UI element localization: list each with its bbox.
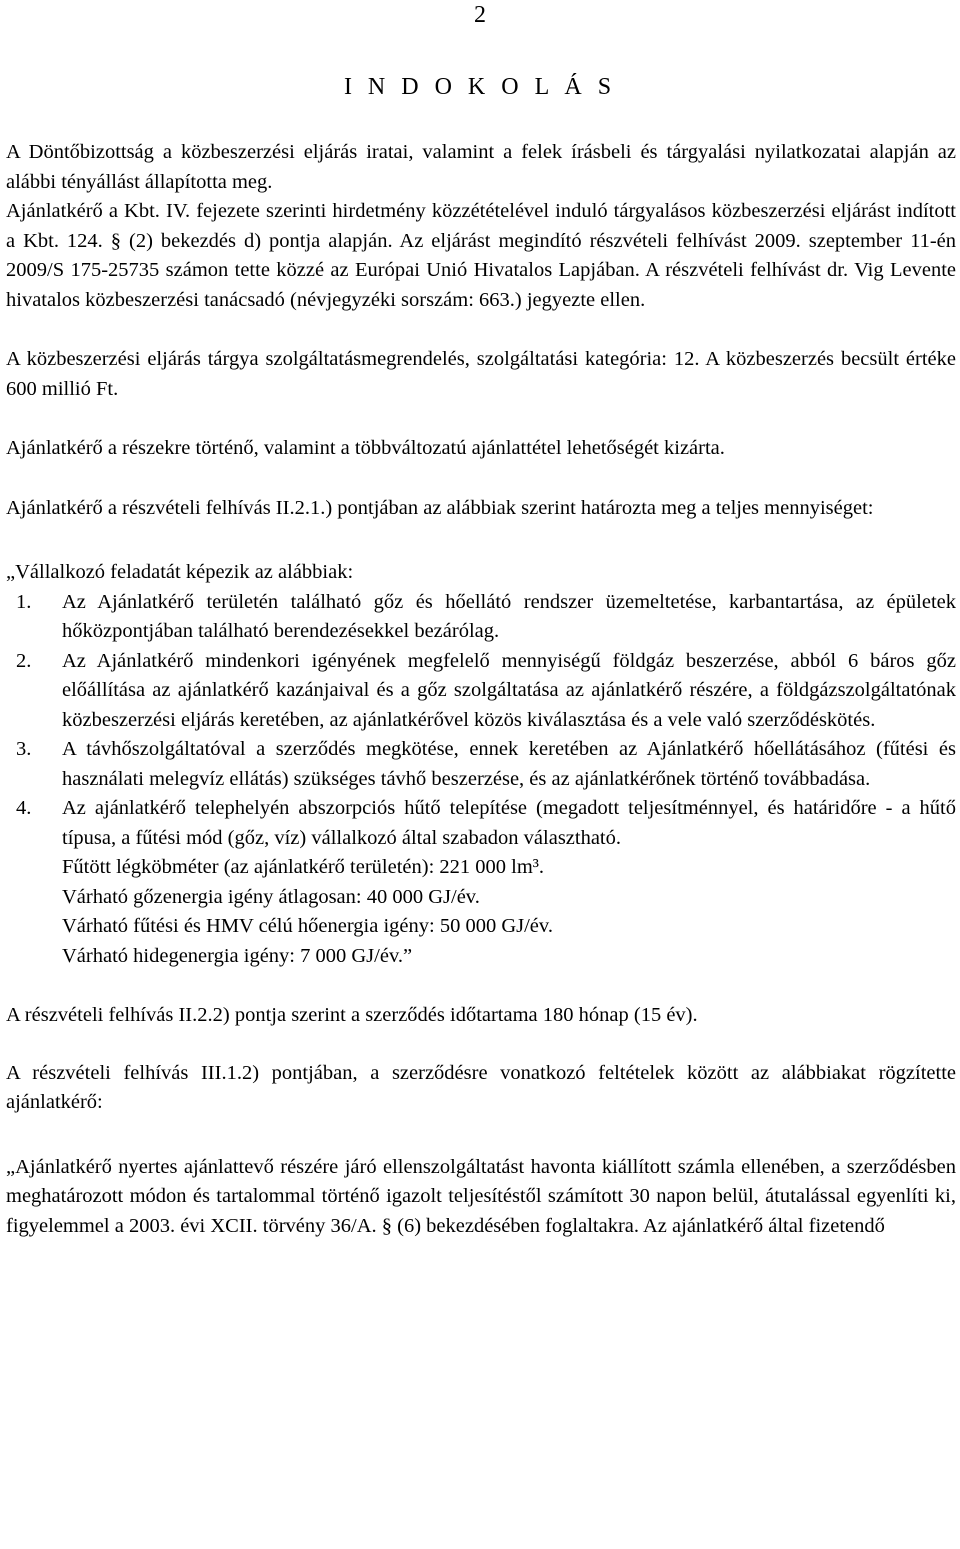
list-item xyxy=(6,588,956,647)
cooling-demand-line: Várható hidegenergia igény: 7 000 GJ/év.” xyxy=(62,944,413,967)
list-item-number: 3. xyxy=(16,738,32,760)
list-item xyxy=(6,735,956,794)
paragraph-findings-intro: A Döntőbizottság a közbeszerzési eljárás iratai, valamint a felek írásbeli és tárgyalási nyilatkozatai alapján az alábbi tényállást állapította meg. xyxy=(6,141,956,193)
page-number: 2 xyxy=(474,2,486,28)
paragraph-payment-quote: „Ajánlatkérő nyertes ajánlattevő részére járó ellenszolgáltatást havonta kiállított számla ellenében, a szerződésben meghatározott módon és tartalommal történő igazolt teljesítéstől számított 30 napon belül, átutalással egyenlíti ki, figyelemmel a 2003. évi XCII. törvény 36/A. § (6) bekezdésében foglaltakra. Az ajánlatkérő által fizetendő xyxy=(6,1155,956,1237)
steam-demand-line: Várható gőzenergia igény átlagosan: 40 000 GJ/év. xyxy=(62,885,480,908)
list-item-text: Az ajánlatkérő telephelyén abszorpciós hűtő telepítése (megadott teljesítménnyel, és határidőre - a hűtő típusa, a fűtési mód (gőz, víz) vállalkozó által szabadon választható. xyxy=(62,797,956,849)
paragraph-procedure: Ajánlatkérő a Kbt. IV. fejezete szerinti hirdetmény közzétételével induló tárgyalásos közbeszerzési eljárást indított a Kbt. 124. § (2) bekezdés d) pontja alapján. Az eljárást megindító részvételi felhívást 2009. szeptember 11-én 2009/S 175-25735 számon tette közzé az Európai Unió Hivatalos Lapjában. A részvételi felhívást dr. Vig Levente hivatalos közbeszerzési tanácsadó (névjegyzéki sorszám: 663.) jegyezte ellen. xyxy=(6,200,956,311)
paragraph-subject: A közbeszerzési eljárás tárgya szolgáltatásmegrendelés, szolgáltatási kategória: 12. A közbeszerzés becsült értéke 600 millió Ft. xyxy=(6,348,956,400)
paragraph-quantity: Ajánlatkérő a részvételi felhívás II.2.1.) pontjában az alábbiak szerint határozta meg a teljes mennyiséget: xyxy=(6,496,874,519)
task-list xyxy=(6,588,956,972)
list-item-text: Az Ajánlatkérő területén található gőz és hőellátó rendszer üzemeltetése, karbantartása, az épületek hőközpontjában található berendezésekkel bezárólag. xyxy=(62,590,956,642)
heat-demand-line: Várható fűtési és HMV célú hőenergia igény: 50 000 GJ/év. xyxy=(62,915,553,937)
paragraph-duration: A részvételi felhívás II.2.2) pontja szerint a szerződés időtartama 180 hónap (15 év). xyxy=(6,1004,698,1026)
paragraph-contract-conditions: A részvételi felhívás III.1.2) pontjában, a szerződésre vonatkozó feltételek között az alábbiakat rögzítette ajánlatkérő: xyxy=(6,1061,956,1113)
list-item-text: A távhőszolgáltatóval a szerződés megkötése, ennek keretében az Ajánlatkérő hőellátásához (fűtési és használati melegvíz ellátás) szükséges távhő beszerzése, és az ajánlatkérőnek történő továbbadása. xyxy=(62,738,956,790)
section-heading: I N D O K O L Á S xyxy=(343,74,617,100)
document-body xyxy=(6,138,956,1241)
quote-intro: „Vállalkozó feladatát képezik az alábbiak: xyxy=(6,561,354,583)
heated-volume-line: Fűtött légköbméter (az ajánlatkérő területén): 221 000 lm³. xyxy=(62,856,545,878)
list-item xyxy=(6,794,956,971)
list-item-number: 1. xyxy=(16,590,32,613)
list-item-text: Az Ajánlatkérő mindenkori igényének megfelelő mennyiségű földgáz beszerzése, abból 6 báros gőz előállítása az ajánlatkérő kazánjaival és a gőz szolgáltatása az ajánlatkérő részére, a földgázszolgáltatónak közbeszerzési eljárás keretében, az ajánlatkérővel közös kiválasztása és a vele való szerződéskötés. xyxy=(62,649,956,731)
list-item-number: 4. xyxy=(16,797,32,819)
list-item xyxy=(6,647,956,736)
paragraph-parts-excluded: Ajánlatkérő a részekre történő, valamint a többváltozatú ajánlattétel lehetőségét kizárta. xyxy=(6,437,725,459)
list-item-number: 2. xyxy=(16,649,32,672)
